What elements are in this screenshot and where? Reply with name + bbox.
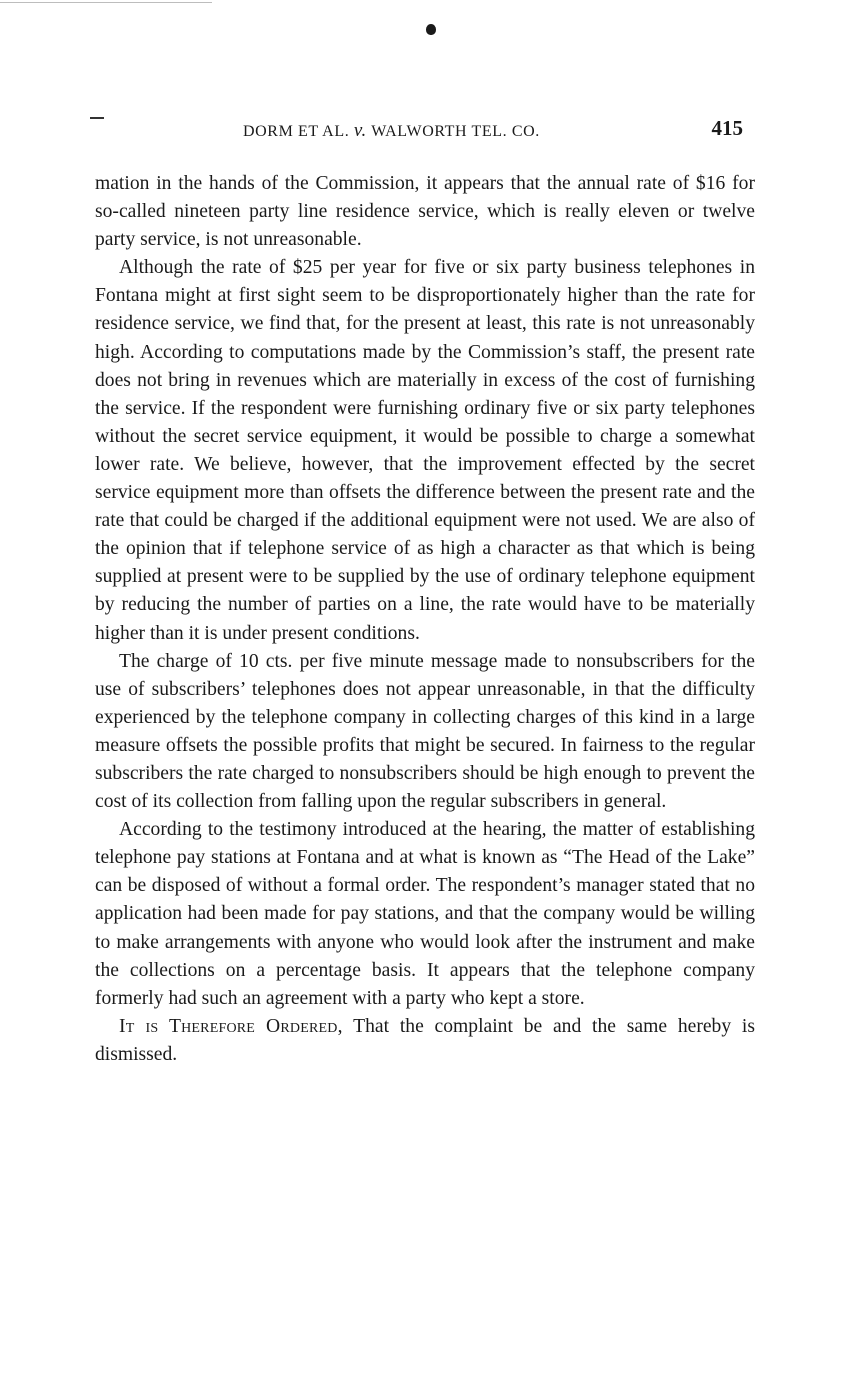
top-edge-rule xyxy=(0,2,212,3)
paragraph-pay-stations: According to the testimony introduced at the hearing, the matter of establishing telephone pay stations at Fontana and at what is known as “The Head of the Lake” can be disposed of without a formal order. The respondent’s manager stated that no application had been made for pay stations, and that the company would be willing to make arrangements with anyone who would look after the instrument and make the collections on a percentage basis. It appears that the telephone company formerly had such an agreement with a party who kept a store. xyxy=(95,819,755,1009)
running-head-suffix: WALWORTH TEL. CO. xyxy=(371,123,540,140)
page-number: 415 xyxy=(711,116,743,140)
paragraph-nonsubscriber-charge: The charge of 10 cts. per five minute message made to nonsubscribers for the use of subscribers’ telephones does not appear unreasonable, in that the difficulty experienced by the telephone company in collecting charges of this kind in a large measure offsets the possible profits that might be secured. In fairness to the regular subscribers the rate charged to nonsubscribers should be high enough to prevent the cost of its collection from falling upon the regular subscribers in general. xyxy=(95,650,755,813)
printer-ornament xyxy=(426,24,436,35)
paragraph-order xyxy=(95,1013,755,1069)
running-head-versus: v. xyxy=(353,120,367,141)
order-text: That the complaint be and the same hereby is dismissed. xyxy=(95,1015,755,1065)
order-lead: It is Therefore Ordered, xyxy=(119,1015,343,1037)
page-header xyxy=(93,116,745,144)
body-text xyxy=(95,170,755,1069)
running-head-prefix: DORM ET AL. xyxy=(243,123,350,140)
running-head xyxy=(243,120,540,142)
paragraph-business-rate: Although the rate of $25 per year for five or six party business telephones in Fontana might at first sight seem to be disproportionately higher than the rate for residence service, we find that, for the present at least, this rate is not unreasonably high. According to computations made by the Commission’s staff, the present rate does not bring in revenues which are materially in excess of the cost of furnishing the service. If the respondent were furnishing ordinary five or six party telephones without the secret service equipment, it would be possible to charge a somewhat lower rate. We believe, however, that the improvement effected by the secret service equipment more than offsets the difference between the present rate and the rate that could be charged if the additional equipment were not used. We are also of the opinion that if telephone service of as high a character as that which is being supplied at present were to be supplied by the use of ordinary telephone equipment by reducing the number of parties on a line, the rate would have to be materially higher than it is under present conditions. xyxy=(95,257,755,644)
paragraph-continuation: mation in the hands of the Commission, it appears that the annual rate of $16 for so-called nineteen party line residence service, which is really eleven or twelve party service, is not unreasonable. xyxy=(95,173,755,251)
